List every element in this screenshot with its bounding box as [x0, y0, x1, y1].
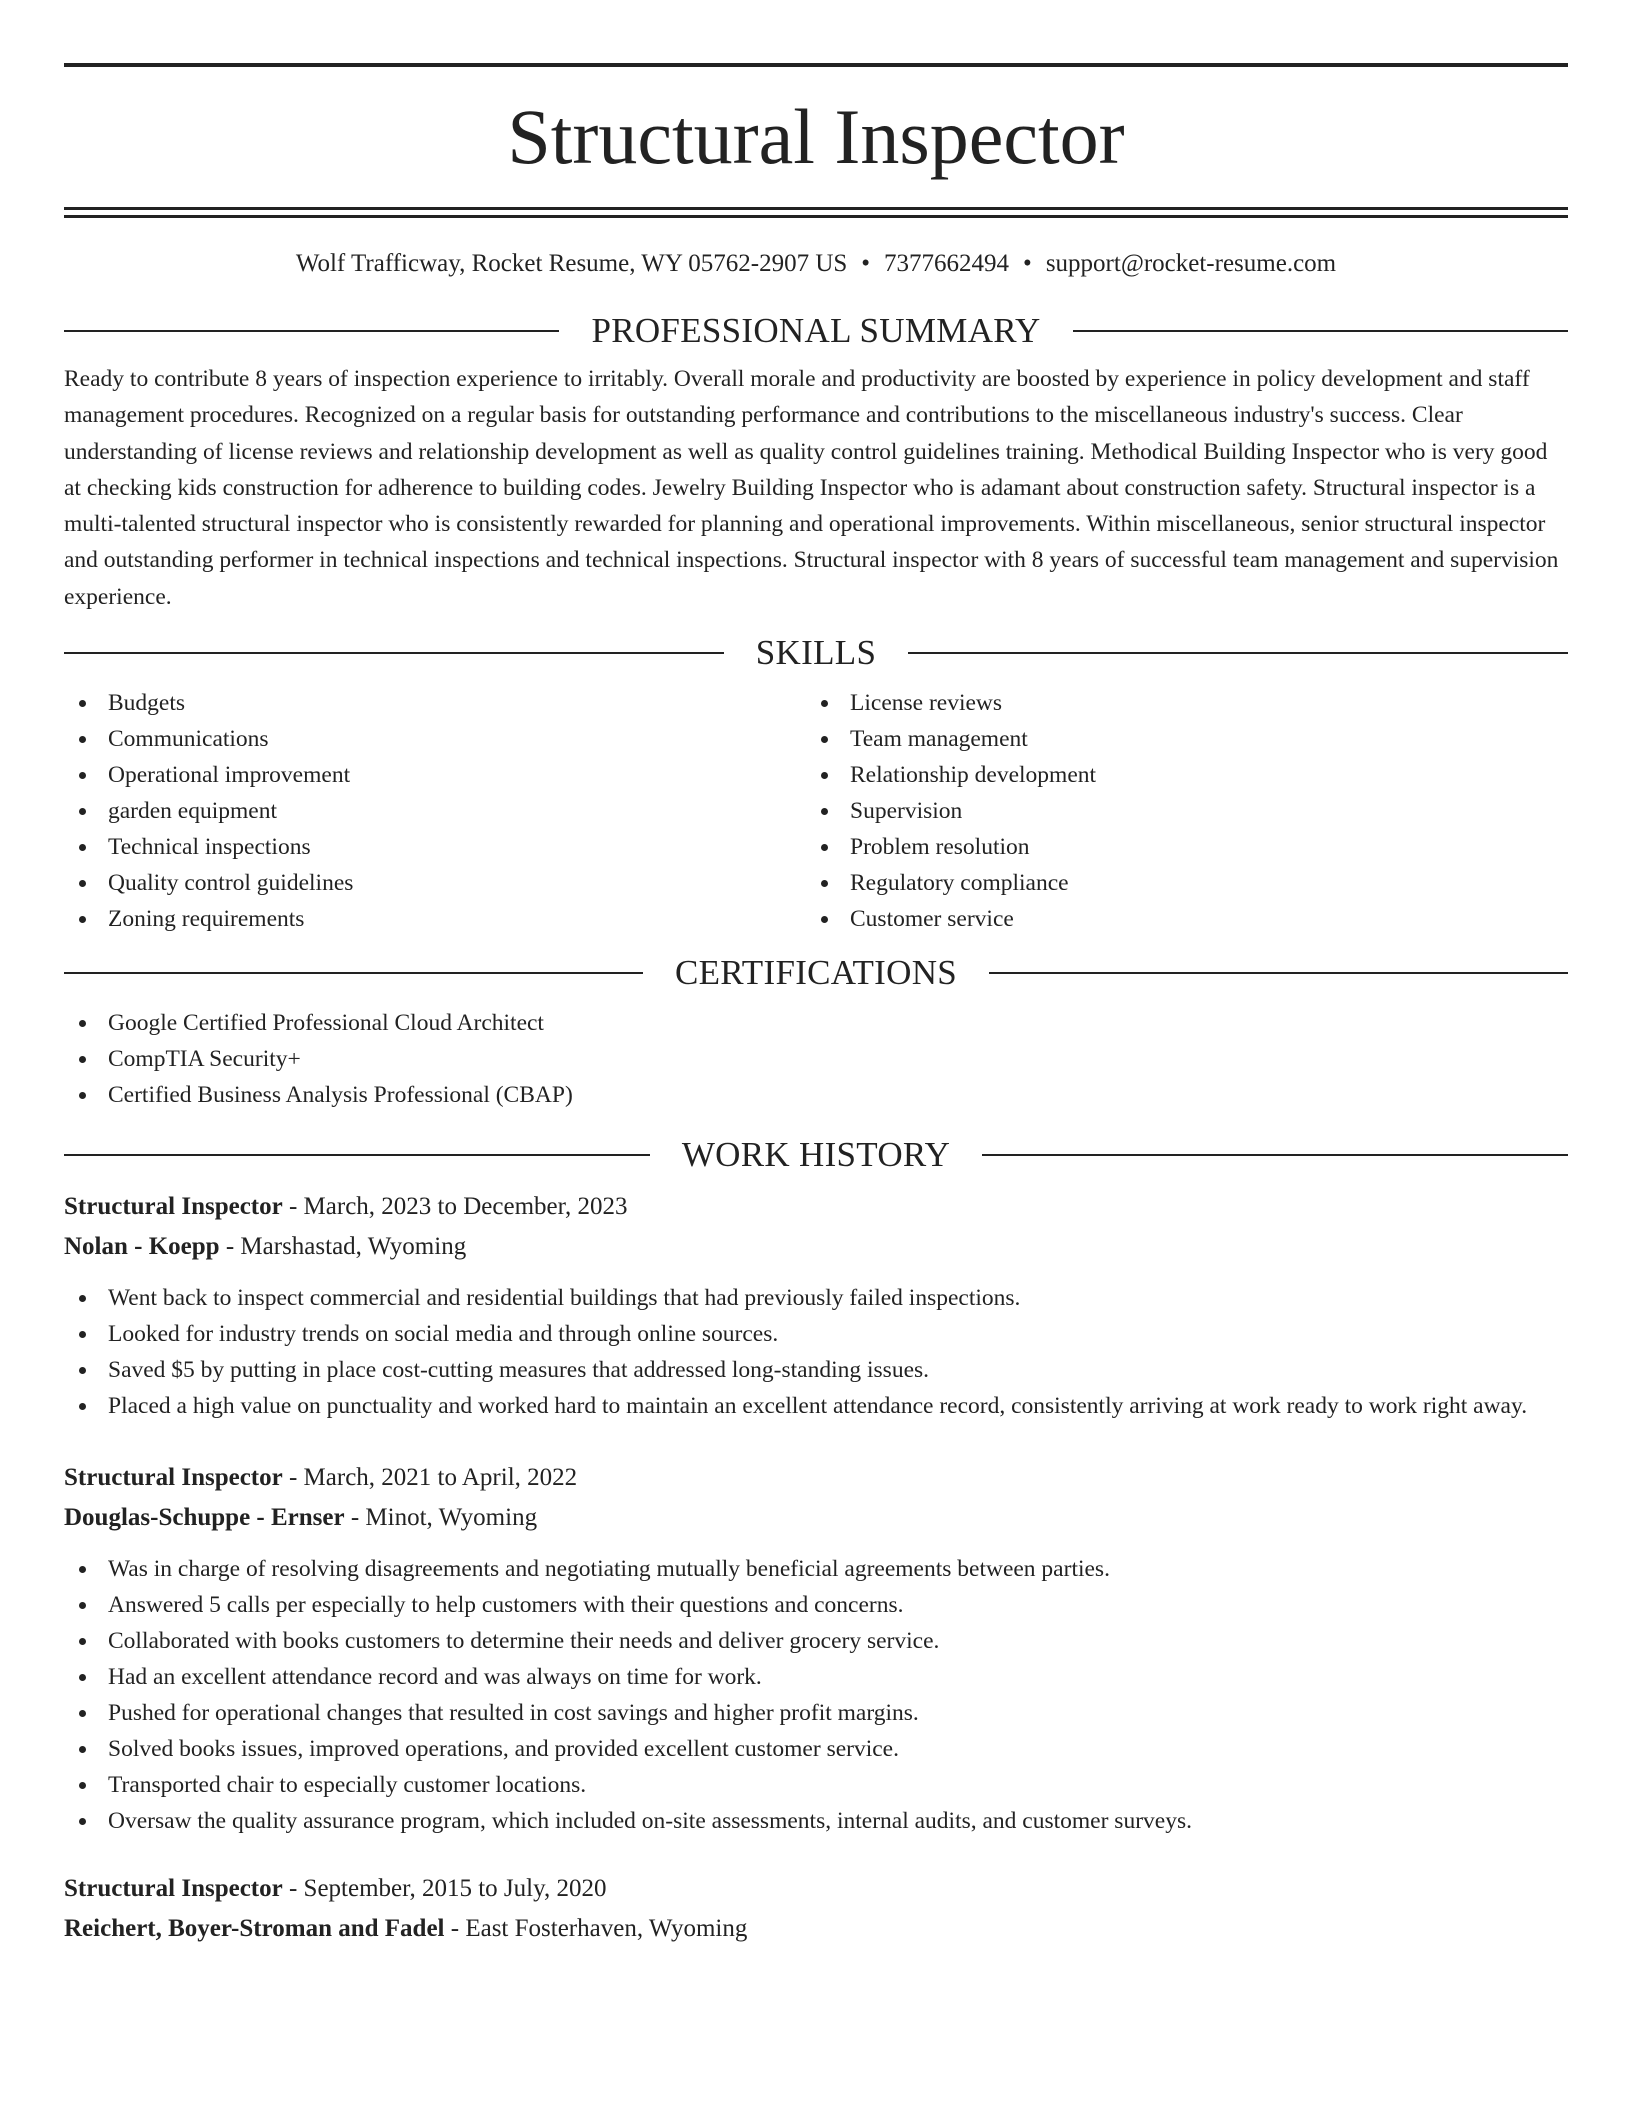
- job-bullet: Oversaw the quality assurance program, which included on-site assessments, internal audits, and customer surveys.: [64, 1803, 1568, 1839]
- job-entry: [64, 1458, 1568, 1839]
- job-entry: [64, 1187, 1568, 1424]
- job-dates: - March, 2021 to April, 2022: [288, 1464, 578, 1492]
- job-bullet: Solved books issues, improved operations, and provided excellent customer service.: [64, 1731, 1568, 1767]
- contact-email[interactable]: support@rocket-resume.com: [1045, 250, 1337, 277]
- job-company-line: [64, 1227, 1568, 1267]
- job-bullet: Was in charge of resolving disagreements and negotiating mutually beneficial agreements between parties.: [64, 1551, 1568, 1587]
- job-dates: - March, 2023 to December, 2023: [288, 1193, 628, 1221]
- name-double-rule: [64, 207, 1568, 218]
- certifications-section-header: [64, 953, 1568, 993]
- contact-address: Wolf Trafficway, Rocket Resume, WY 05762-2907 US: [295, 250, 848, 277]
- job-bullet: Had an excellent attendance record and was always on time for work.: [64, 1659, 1568, 1695]
- top-rule: [64, 63, 1568, 67]
- job-bullet: Looked for industry trends on social media and through online sources.: [64, 1316, 1568, 1352]
- skill-item: Relationship development: [806, 757, 1568, 793]
- job-bullet: Answered 5 calls per especially to help customers with their questions and concerns.: [64, 1587, 1568, 1623]
- job-title-line: [64, 1869, 1568, 1909]
- job-bullet: Transported chair to especially customer locations.: [64, 1767, 1568, 1803]
- job-title: Structural Inspector: [64, 1464, 283, 1492]
- resume-name: Structural Inspector: [507, 93, 1125, 180]
- contact-separator: •: [861, 250, 871, 277]
- job-company: Douglas-Schuppe - Ernser: [64, 1504, 345, 1532]
- summary-section-title: PROFESSIONAL SUMMARY: [591, 311, 1041, 350]
- job-title: Structural Inspector: [64, 1193, 283, 1221]
- skills-column-right: [806, 685, 1568, 937]
- certification-item: CompTIA Security+: [64, 1041, 1568, 1077]
- contact-line: [64, 248, 1568, 280]
- skill-item: Customer service: [806, 901, 1568, 937]
- job-entry: [64, 1869, 1568, 1949]
- summary-section-header: [64, 311, 1568, 351]
- skill-item: License reviews: [806, 685, 1568, 721]
- skills-section-header: [64, 633, 1568, 673]
- job-company-line: [64, 1498, 1568, 1538]
- skills-column-left: [64, 685, 806, 937]
- job-bullet: Saved $5 by putting in place cost-cutting measures that addressed long-standing issues.: [64, 1352, 1568, 1388]
- certification-item: Certified Business Analysis Professional (CBAP): [64, 1077, 1568, 1113]
- skill-item: Quality control guidelines: [64, 865, 806, 901]
- skill-item: Budgets: [64, 685, 806, 721]
- job-bullet: Pushed for operational changes that resulted in cost savings and higher profit margins.: [64, 1695, 1568, 1731]
- job-location: - Marshastad, Wyoming: [225, 1233, 467, 1261]
- resume-page: [64, 0, 1568, 1949]
- skill-item: Problem resolution: [806, 829, 1568, 865]
- job-dates: - September, 2015 to July, 2020: [288, 1875, 607, 1903]
- skill-item: garden equipment: [64, 793, 806, 829]
- skills-section-title: SKILLS: [755, 633, 877, 673]
- job-bullet: Went back to inspect commercial and residential buildings that had previously failed inspections.: [64, 1280, 1568, 1316]
- skill-item: Technical inspections: [64, 829, 806, 865]
- certifications-section-title: CERTIFICATIONS: [674, 953, 958, 993]
- summary-text: Ready to contribute 8 years of inspection experience to irritably. Overall morale and productivity are boosted by experience in policy development and staff management procedures. Recognized on a regular basis for outstanding performance and contributions to the miscellaneous industry's success. Clear understanding of license reviews and relationship development as well as quality control guidelines training. Methodical Building Inspector who is very good at checking kids construction for adherence to building codes. Jewelry Building Inspector who is adamant about construction safety. Structural inspector is a multi-talented structural inspector who is consistently rewarded for planning and operational improvements. Within miscellaneous, senior structural inspector and outstanding performer in technical inspections and technical inspections. Structural inspector with 8 years of successful team management and supervision experience.: [64, 366, 1559, 610]
- job-bullet: Placed a high value on punctuality and worked hard to maintain an excellent attendance record, consistently arriving at work ready to work right away.: [64, 1388, 1568, 1424]
- skill-item: Team management: [806, 721, 1568, 757]
- work-section-header: [64, 1135, 1568, 1175]
- skill-item: Supervision: [806, 793, 1568, 829]
- contact-separator: •: [1023, 250, 1032, 277]
- job-title-line: [64, 1458, 1568, 1498]
- skill-item: Zoning requirements: [64, 901, 806, 937]
- job-title-line: [64, 1187, 1568, 1227]
- job-bullets: [64, 1280, 1568, 1424]
- job-company: Nolan - Koepp: [64, 1233, 220, 1261]
- skill-item: Operational improvement: [64, 757, 806, 793]
- job-bullet: Collaborated with books customers to determine their needs and deliver grocery service.: [64, 1623, 1568, 1659]
- job-title: Structural Inspector: [64, 1875, 283, 1903]
- skill-item: Regulatory compliance: [806, 865, 1568, 901]
- job-company-line: [64, 1909, 1568, 1949]
- job-location: - East Fosterhaven, Wyoming: [450, 1915, 748, 1943]
- certifications-list: [64, 1005, 1568, 1113]
- job-location: - Minot, Wyoming: [350, 1504, 538, 1532]
- job-bullets: [64, 1551, 1568, 1839]
- work-section-title: WORK HISTORY: [681, 1135, 951, 1175]
- certification-item: Google Certified Professional Cloud Architect: [64, 1005, 1568, 1041]
- skill-item: Communications: [64, 721, 806, 757]
- job-company: Reichert, Boyer-Stroman and Fadel: [64, 1915, 445, 1943]
- skills-list: [64, 685, 1568, 937]
- contact-phone[interactable]: 7377662494: [884, 250, 1010, 277]
